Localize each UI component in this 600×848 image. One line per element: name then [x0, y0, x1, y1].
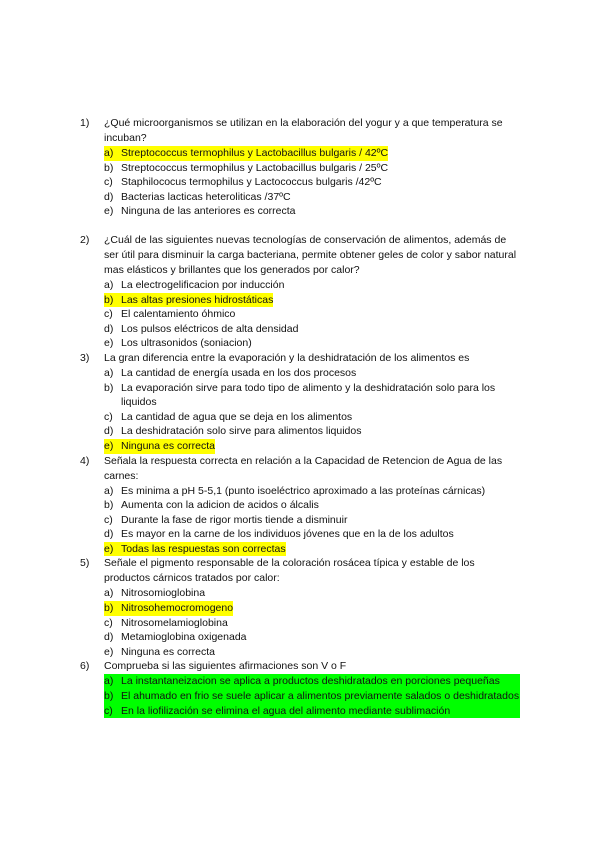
question-number: 4)	[80, 454, 90, 467]
question-number: 6)	[80, 660, 90, 673]
option-text: Los ultrasonidos (soniacion)	[121, 337, 252, 350]
option-text: Staphilococus termophilus y Lactococcus bulgaris /42ºC	[121, 176, 382, 189]
question-text: ¿Qué microorganismos se utilizan en la elaboración del yogur y a que temperatura se incuban?	[104, 117, 503, 144]
question-text: Señale el pigmento responsable de la coloración rosácea típica y estable de los productos cárnicos tratados por calor:	[104, 557, 475, 585]
answer-option-highlighted	[104, 689, 520, 704]
question-stem	[80, 351, 520, 366]
option-letter: d)	[104, 425, 114, 438]
answer-option-highlighted	[104, 601, 233, 616]
option-text: Aumenta con la adicion de acidos o álcalis	[121, 499, 319, 512]
answer-option-highlighted	[104, 542, 286, 557]
option-letter: b)	[104, 293, 114, 306]
option-letter: d)	[104, 631, 114, 644]
option-letter: c)	[104, 704, 113, 717]
option-letter: a)	[104, 147, 114, 159]
answer-option	[104, 161, 520, 176]
option-text: Es mayor en la carne de los individuos jóvenes que en la de los adultos	[121, 528, 454, 541]
option-text: La evaporación sirve para todo tipo de alimento y la deshidratación solo para los liquidos	[121, 381, 496, 409]
option-letter: c)	[104, 616, 113, 629]
question-text: Comprueba si las siguientes afirmaciones son V o F	[104, 660, 347, 673]
answer-option	[104, 616, 520, 631]
answer-options	[104, 146, 520, 219]
option-letter: b)	[104, 602, 114, 615]
question-stem	[80, 233, 520, 278]
answer-option	[104, 175, 520, 190]
option-text: Bacterias lacticas heteroliticas /37ºC	[121, 190, 291, 203]
option-text: La cantidad de energía usada en los dos procesos	[121, 366, 357, 379]
question-2	[80, 233, 520, 351]
option-letter: e)	[104, 337, 114, 350]
answer-options	[104, 586, 520, 659]
answer-option	[104, 586, 520, 601]
question-text: La gran diferencia entre la evaporación y la deshidratación de los alimentos es	[104, 351, 470, 364]
question-1	[80, 116, 520, 219]
answer-option	[104, 630, 520, 645]
option-letter: e)	[104, 439, 114, 452]
answer-option-highlighted	[104, 704, 520, 719]
answer-option	[104, 278, 520, 293]
option-letter: c)	[104, 308, 113, 321]
answer-option	[104, 498, 520, 513]
question-stem	[80, 116, 520, 146]
option-text: La electrogelificacion por inducción	[121, 278, 285, 291]
option-text: La cantidad de agua que se deja en los alimentos	[121, 410, 353, 423]
question-3	[80, 351, 520, 454]
question-number: 3)	[80, 351, 90, 364]
answer-option	[104, 527, 520, 542]
answer-option	[104, 424, 520, 439]
option-text: Ninguna es correcta	[121, 645, 215, 658]
question-stem	[80, 659, 520, 674]
option-letter: d)	[104, 190, 114, 203]
answer-options	[104, 484, 520, 557]
option-letter: c)	[104, 176, 113, 189]
option-text: Es minima a pH 5-5,1 (punto isoeléctrico aproximado a las proteínas cárnicas)	[121, 484, 486, 497]
option-text: Metamioglobina oxigenada	[121, 631, 247, 644]
option-letter: a)	[104, 675, 114, 688]
option-text: Nitrosohemocromogeno	[121, 602, 234, 615]
option-text: Las altas presiones hidrostáticas	[121, 293, 274, 306]
option-letter: e)	[104, 542, 114, 555]
answer-option	[104, 513, 520, 528]
answer-option	[104, 410, 520, 425]
question-stem	[80, 454, 520, 484]
option-letter: d)	[104, 322, 114, 335]
option-text: Ninguna es correcta	[121, 439, 215, 452]
option-letter: c)	[104, 410, 113, 423]
option-text: La deshidratación solo sirve para alimentos liquidos	[121, 425, 362, 438]
option-letter: a)	[104, 484, 114, 497]
option-text: La instantaneizacion se aplica a productos deshidratados en porciones pequeñas	[121, 675, 500, 688]
question-list	[80, 116, 520, 718]
option-text: El ahumado en frio se suele aplicar a alimentos previamente salados o deshidratados	[121, 690, 520, 703]
answer-options	[104, 674, 520, 718]
option-text: Los pulsos eléctricos de alta densidad	[121, 322, 299, 335]
option-letter: b)	[104, 499, 114, 512]
answer-options	[104, 366, 520, 454]
option-letter: b)	[104, 690, 114, 703]
answer-option	[104, 322, 520, 337]
option-text: Durante la fase de rigor mortis tiende a disminuir	[121, 513, 348, 526]
question-6	[80, 659, 520, 718]
answer-option	[104, 484, 520, 499]
question-text: ¿Cuál de las siguientes nuevas tecnologías de conservación de alimentos, además de ser útil para disminuir la carga bacteriana, permite obtener geles de color y sabor natural mas elásticos y brillantes que los generados por calor?	[104, 233, 517, 276]
option-text: Todas las respuestas son correctas	[121, 542, 286, 555]
option-text: Streptococcus termophilus y Lactobacillus bulgaris / 42ºC	[121, 147, 389, 159]
option-letter: a)	[104, 587, 114, 600]
option-text: En la liofilización se elimina el agua del alimento mediante sublimación	[121, 704, 451, 717]
option-text: Streptococcus termophilus y Lactobacillus bulgaris / 25ºC	[121, 161, 389, 174]
option-letter: c)	[104, 513, 113, 526]
answer-option-highlighted	[104, 146, 388, 161]
question-number: 1)	[80, 117, 90, 129]
question-text: Señala la respuesta correcta en relación a la Capacidad de Retencion de Agua de las carnes:	[104, 454, 503, 482]
answer-option	[104, 336, 520, 351]
option-letter: b)	[104, 161, 114, 174]
option-letter: a)	[104, 278, 114, 291]
answer-option	[104, 366, 520, 381]
answer-options	[104, 278, 520, 351]
option-letter: b)	[104, 381, 114, 394]
option-text: Nitrosomioglobina	[121, 587, 206, 600]
answer-option	[104, 307, 520, 322]
question-4	[80, 454, 520, 557]
option-letter: d)	[104, 528, 114, 541]
answer-option	[104, 190, 520, 205]
option-text: Ninguna de las anteriores es correcta	[121, 205, 296, 218]
option-letter: e)	[104, 205, 114, 218]
option-text: Nitrosomelamioglobina	[121, 616, 228, 629]
question-number: 5)	[80, 557, 90, 570]
answer-option-highlighted	[104, 293, 273, 308]
question-5	[80, 556, 520, 659]
answer-option	[104, 204, 520, 219]
answer-option-highlighted	[104, 674, 520, 689]
option-letter: e)	[104, 645, 114, 658]
option-text: El calentamiento óhmico	[121, 308, 236, 321]
question-number: 2)	[80, 233, 90, 246]
answer-option-highlighted	[104, 439, 215, 454]
option-letter: a)	[104, 366, 114, 379]
answer-option	[104, 381, 520, 410]
answer-option	[104, 645, 520, 660]
question-stem	[80, 556, 520, 586]
